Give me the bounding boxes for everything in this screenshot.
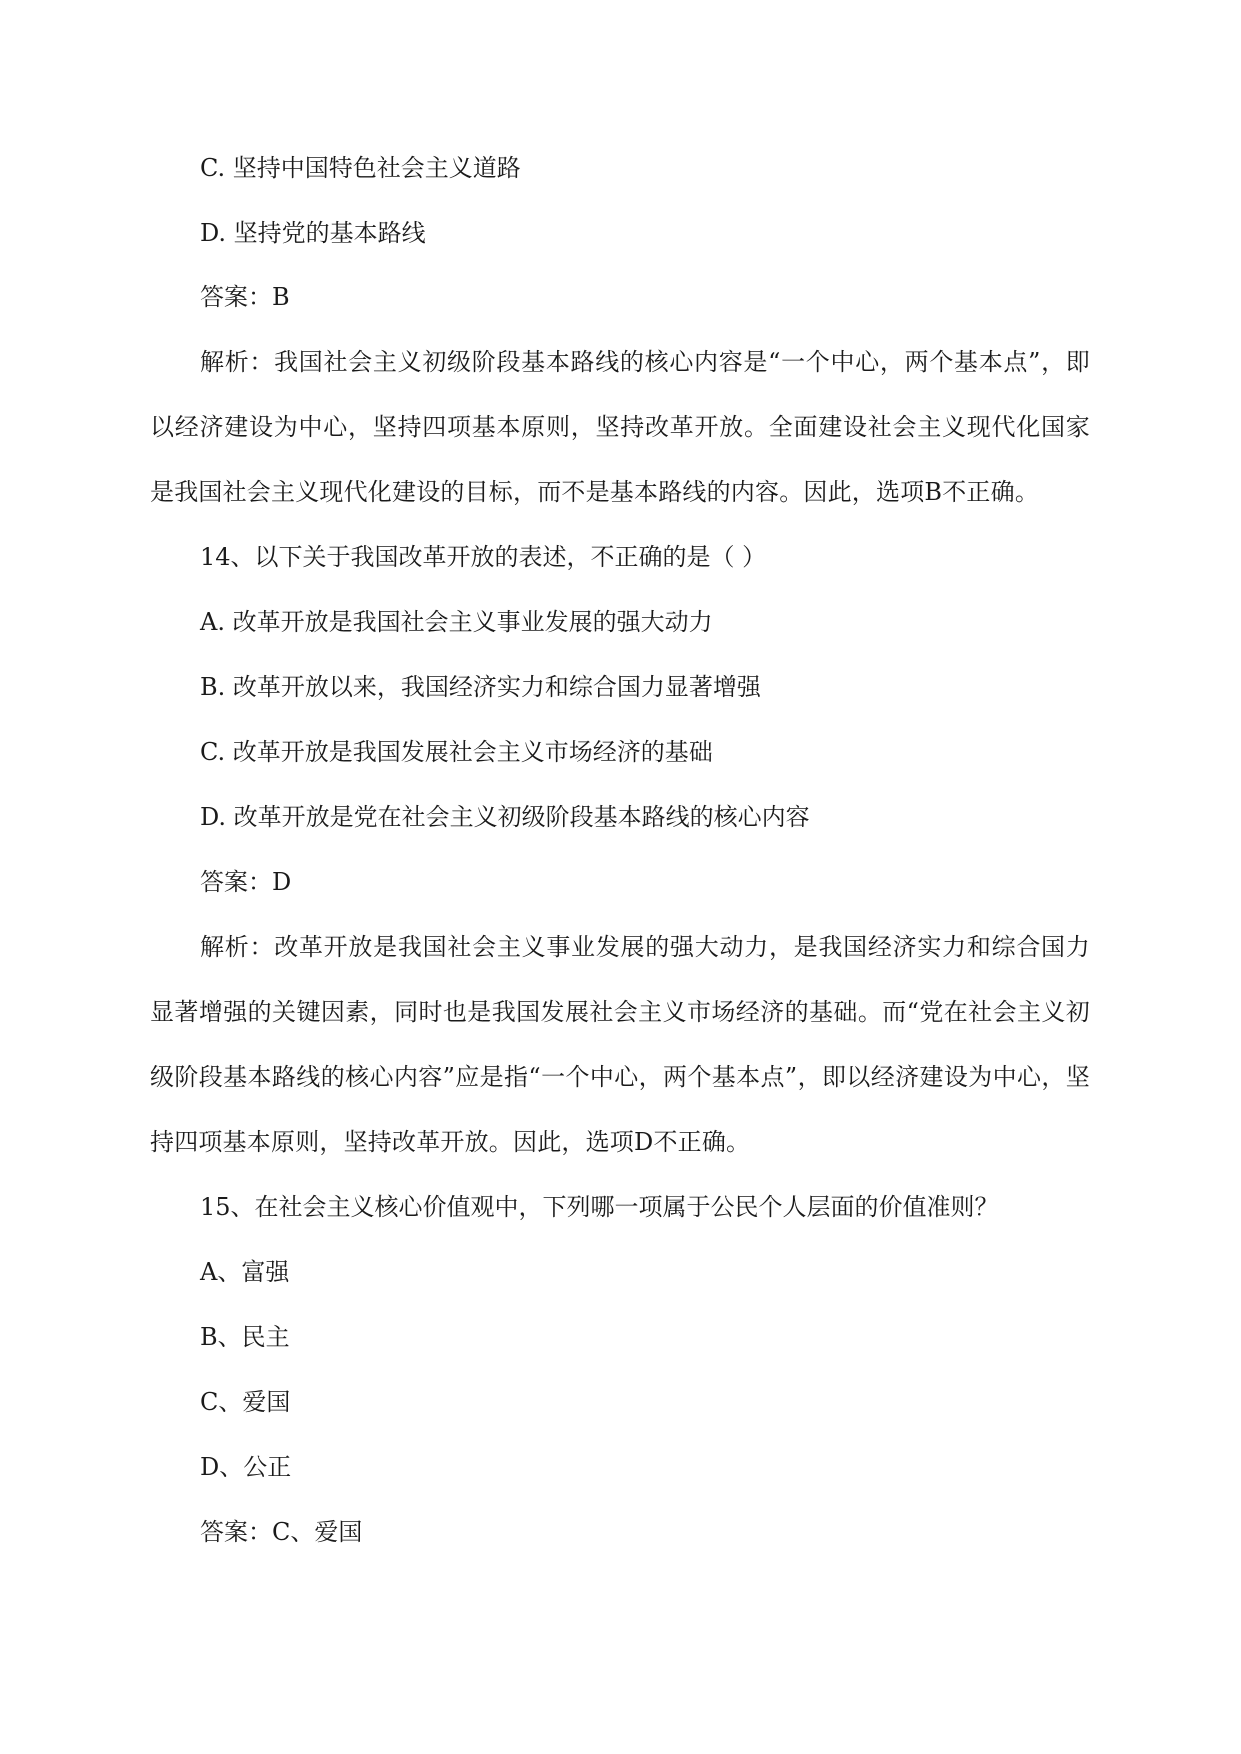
q15-option-c: C、爱国: [200, 1388, 291, 1416]
q13-option-d: D. 坚持党的基本路线: [200, 219, 426, 247]
q13-option-c: C. 坚持中国特色社会主义道路: [200, 154, 521, 182]
q15-question: 15、在社会主义核心价值观中，下列哪一项属于公民个人层面的价值准则？: [200, 1193, 999, 1221]
q14-option-c: C. 改革开放是我国发展社会主义市场经济的基础: [200, 738, 713, 766]
q15-option-d: D、公正: [200, 1453, 292, 1481]
q14-answer: 答案：D: [200, 868, 292, 896]
q13-answer: 答案：B: [200, 283, 290, 311]
q15-answer: 答案：C、爱国: [200, 1518, 363, 1546]
q14-option-d: D. 改革开放是党在社会主义初级阶段基本路线的核心内容: [200, 803, 810, 831]
q13-analysis: 解析：我国社会主义初级阶段基本路线的核心内容是“一个中心，两个基本点”，即以经济建设为中心，坚持四项基本原则，坚持改革开放。全面建设社会主义现代化国家是我国社会主义现代化建设的目标，而不是基本路线的内容。因此，选项B不正确。: [150, 348, 1090, 506]
q15-option-a: A、富强: [200, 1258, 290, 1286]
q14-option-b: B. 改革开放以来，我国经济实力和综合国力显著增强: [200, 673, 761, 701]
q15-option-b: B、民主: [200, 1323, 290, 1351]
q14-option-a: A. 改革开放是我国社会主义事业发展的强大动力: [200, 608, 713, 636]
q14-analysis: 解析：改革开放是我国社会主义事业发展的强大动力，是我国经济实力和综合国力显著增强的关键因素，同时也是我国发展社会主义市场经济的基础。而“党在社会主义初级阶段基本路线的核心内容”应是指“一个中心，两个基本点”，即以经济建设为中心，坚持四项基本原则，坚持改革开放。因此，选项D不正确。: [150, 933, 1090, 1156]
q14-question: 14、以下关于我国改革开放的表述，不正确的是（ ）: [200, 543, 767, 571]
